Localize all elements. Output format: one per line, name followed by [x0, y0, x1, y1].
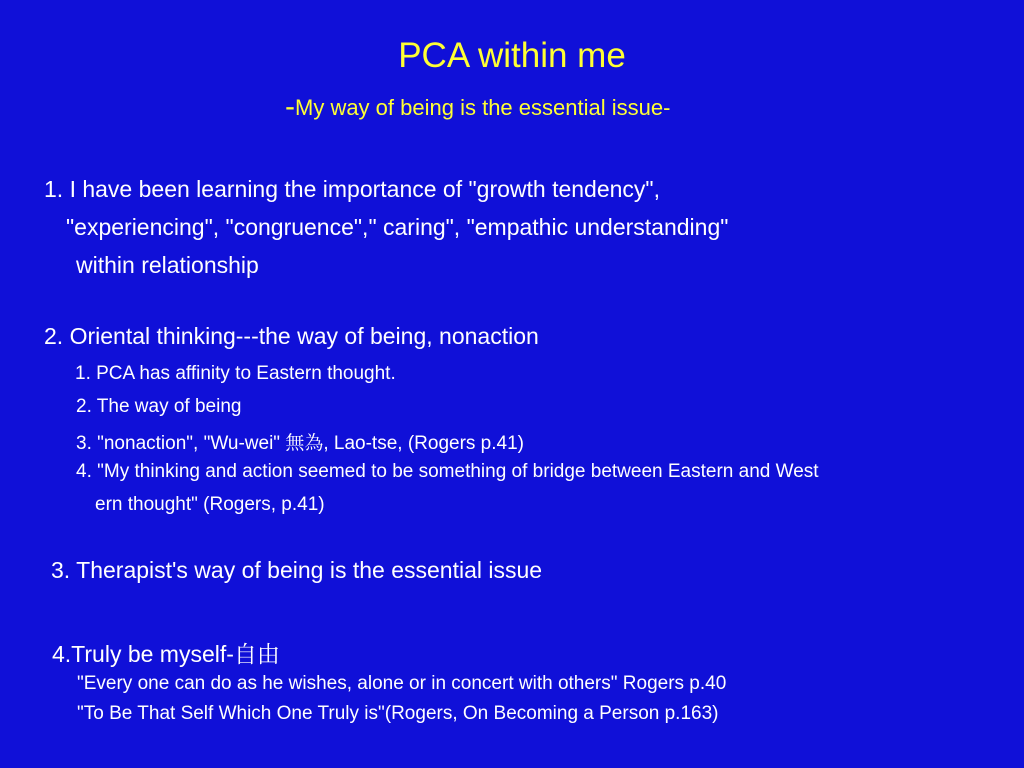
point2-sub4-line1: 4. "My thinking and action seemed to be something of bridge between Eastern and West [76, 461, 819, 482]
point2-sub1: 1. PCA has affinity to Eastern thought. [75, 363, 396, 384]
point2-sub3: 3. "nonaction", "Wu-wei" 無為, Lao-tse, (Rogers p.41) [76, 433, 524, 454]
point4-heading: 4.Truly be myself-自由 [52, 641, 280, 667]
point3-heading: 3. Therapist's way of being is the essential issue [51, 557, 543, 583]
subtitle-dash: - [285, 90, 295, 123]
point4-quote2: "To Be That Self Which One Truly is"(Rogers, On Becoming a Person p.163) [77, 703, 719, 724]
point2-sub4-line2: ern thought" (Rogers, p.41) [95, 494, 325, 515]
point1-line3: within relationship [76, 252, 259, 278]
point1-line1: 1. I have been learning the importance of "growth tendency", [44, 176, 660, 202]
point1-line2: "experiencing", "congruence"," caring", "empathic understanding" [66, 214, 729, 240]
point2-heading: 2. Oriental thinking---the way of being, nonaction [44, 323, 539, 349]
point2-sub2: 2. The way of being [76, 396, 242, 417]
slide-subtitle [285, 90, 670, 124]
subtitle-text: My way of being is the essential issue- [295, 95, 671, 120]
slide-title: PCA within me [398, 36, 626, 75]
point4-quote1: "Every one can do as he wishes, alone or in concert with others" Rogers p.40 [77, 673, 727, 694]
